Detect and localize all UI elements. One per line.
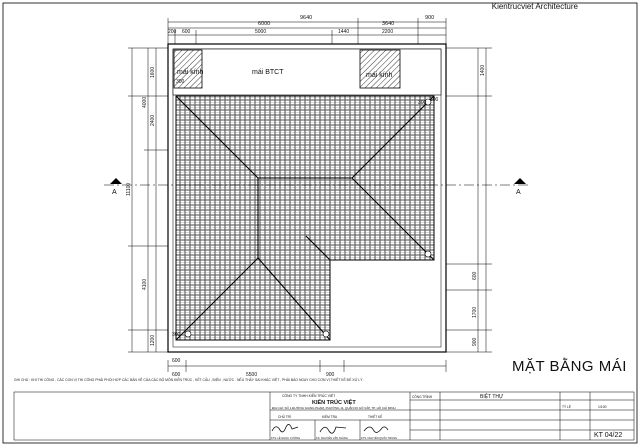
label-btct: mái BTCT	[252, 69, 284, 76]
signature-2	[320, 427, 346, 433]
dim-right-2: 600	[472, 271, 478, 280]
sheet-title: MẶT BẰNG MÁI	[512, 358, 627, 375]
section-arrow-left-icon	[110, 178, 122, 184]
tb-company-name: KIẾN TRÚC VIỆT	[312, 400, 356, 406]
dim-left-6: 300	[172, 332, 181, 338]
dim-bottom-1: 5500	[246, 372, 258, 378]
dim-bottom-2: 900	[326, 372, 335, 378]
tb-project: BIỆT THỰ	[480, 394, 504, 400]
dim-left-7: 600	[172, 358, 181, 364]
dim-overall: 9640	[300, 15, 313, 21]
dim-left-3: 11100	[126, 182, 132, 196]
dim-top-b3: 1440	[338, 29, 350, 35]
signature-1	[272, 424, 298, 431]
general-note: GHI CHÚ : KHI THI CÔNG , CÁC CON VỊ THI CÔNG PHẢI PHỐI HỢP CÁC BẢN VẼ CỦA CÁC BỘ MÔN KIẾN TRÚC , KẾT CẤU , ĐIỆN , NƯỚC . NẾU THẤY SAI KHÁC VIỆT , PHẢI BÁO NGAY CHO CƠN VỊ THIẾT KẾ ĐỂ XỬ LÝ .	[14, 378, 365, 382]
glass-roof-right	[360, 50, 400, 88]
dim-left-0: 1600	[150, 66, 156, 78]
tiled-hip-roof	[176, 96, 434, 340]
tb-name-2: KTS. NGUYỄN QUỐC TRUNG	[361, 437, 397, 440]
dim-small-0: 300	[176, 79, 185, 85]
dim-left-5: 1200	[150, 334, 156, 346]
dim-top-b1: 600	[182, 29, 191, 35]
dim-top-a0: 6000	[258, 21, 271, 27]
top-dimension-lines	[168, 18, 446, 44]
dim-left-2: 2400	[150, 114, 156, 126]
dim-left-4: 4100	[142, 278, 148, 290]
dim-bottom-0: 600	[172, 372, 181, 378]
signature-3	[364, 427, 388, 433]
tb-name-0: KTS. LÊ NGỌC CƯỜNG	[271, 437, 301, 440]
dim-left-1: 4000	[142, 96, 148, 108]
dim-top-b0: 200	[168, 29, 177, 35]
tb-name-1: KS. NGUYỄN VĂN THÀNH	[316, 437, 348, 440]
tb-sheet-no: KT 04/22	[594, 432, 623, 439]
label-glass-right: mái kính	[366, 72, 393, 79]
tb-role-0: CHỦ TRÌ	[278, 415, 291, 419]
tb-ratio-value: 1/100	[598, 405, 607, 409]
dim-right-0: 1400	[480, 64, 486, 76]
tb-role-2: THIẾT KẾ	[368, 415, 383, 419]
dim-top-a1: 3640	[382, 21, 395, 27]
dim-right-1: 300	[418, 100, 427, 106]
dim-small-1: 300	[430, 97, 439, 103]
tb-address: ĐỊA CHỈ: SỐ 1 ĐƯỜNG GIANG PHẠM, PHƯỜNG 11, QUẬN 06 GỐ VẤP, TP. HỒ CHÍ MINH	[272, 406, 396, 410]
tb-role-1: KIỂM TRA	[322, 415, 337, 419]
dim-right-3: 1700	[472, 306, 478, 318]
tb-project-label: CÔNG TRÌNH	[412, 395, 433, 399]
dim-top-b4: 2200	[382, 29, 394, 35]
btct-roof	[173, 49, 441, 95]
dim-top-a2: 900	[425, 15, 435, 21]
section-arrow-right-icon	[514, 178, 526, 184]
firm-header: Kientrucviet Architecture	[491, 2, 578, 11]
tb-ratio: TỶ LỆ	[562, 405, 571, 409]
dim-right-4: 900	[472, 337, 478, 346]
label-glass-left: mái kính	[177, 69, 204, 76]
dim-top-b2: 5000	[255, 29, 267, 35]
section-marker-left: A	[112, 189, 117, 196]
section-marker-right: A	[516, 189, 521, 196]
tb-company-line: CÔNG TY TNHH KIẾN TRÚC VIỆT	[282, 394, 336, 398]
